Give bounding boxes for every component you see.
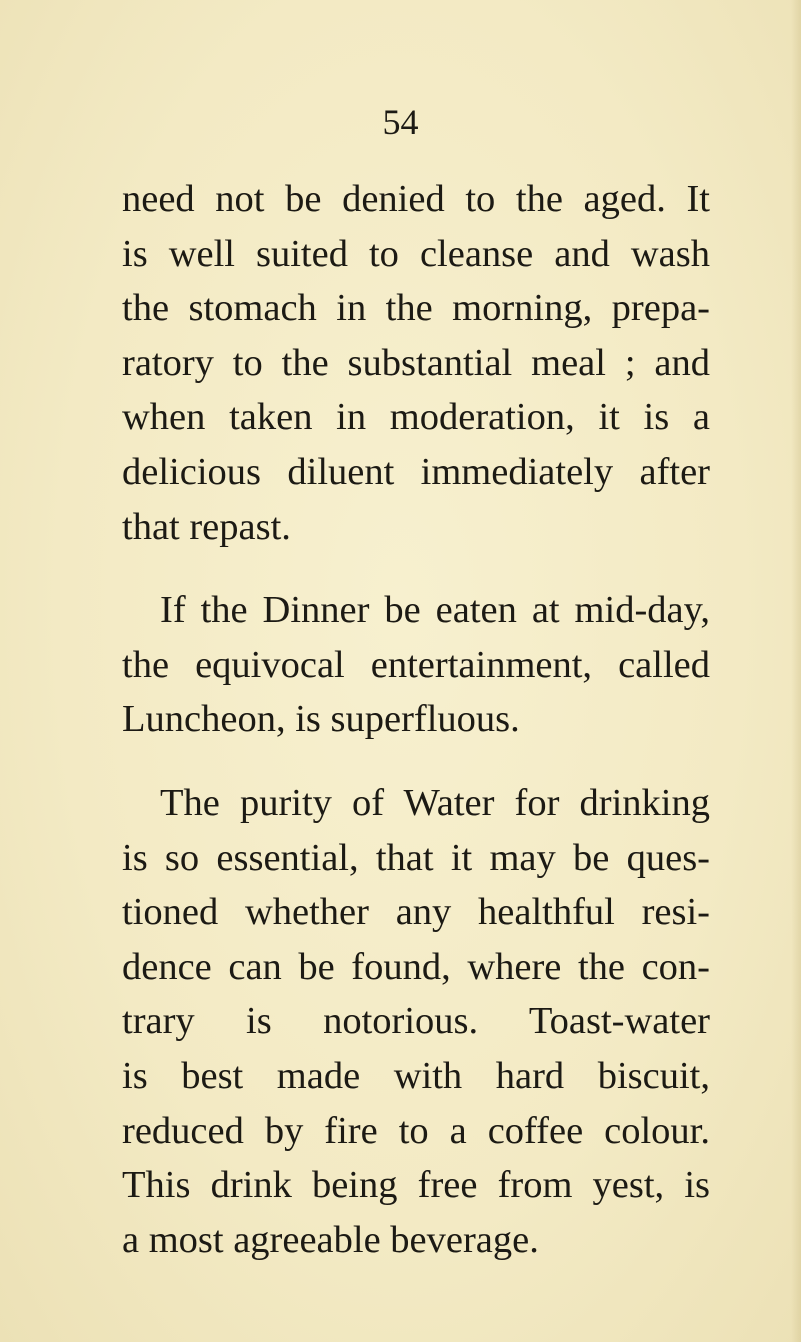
text-line: Luncheon, is superfluous. [122,698,520,741]
text-line: the stomach in the morning, prepa- [122,287,710,330]
text-line: reduced by fire to a coffee colour. [122,1109,710,1152]
text-line: need not be denied to the aged. It [122,178,710,220]
page-edge-shadow [791,0,801,1342]
text-line: is so essential, that it may be ques- [122,836,710,879]
text-line: trary is notorious. Toast-water [122,1000,710,1043]
text-line: This drink being free from yest, is [122,1164,710,1207]
body-text [122,172,710,1267]
text-line: tioned whether any healthful resi- [122,891,710,934]
text-line: a most agreeable beverage. [122,1218,539,1261]
text-line: is best made with hard biscuit, [122,1054,710,1097]
page-number: 54 [382,102,419,142]
paragraph-gap [122,554,710,583]
text-line: If the Dinner be eaten at mid-day, [160,589,710,632]
text-line: ratory to the substantial meal ; and [122,341,710,384]
paragraph-gap [122,747,710,776]
text-line: is well suited to cleanse and wash [122,232,710,275]
text-line: delicious diluent immediately after [122,450,710,493]
text-line: that repast. [122,505,291,548]
text-line: dence can be found, where the con- [122,945,710,988]
text-line: the equivocal entertainment, called [122,643,710,686]
text-line: The purity of Water for drinking [160,781,710,824]
text-line: when taken in moderation, it is a [122,396,710,439]
